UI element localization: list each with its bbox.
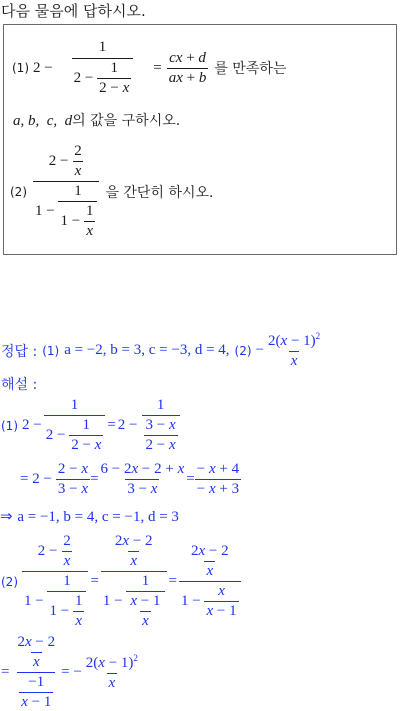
solution-label: 해설 : — [1, 377, 38, 393]
solution-2-line-2: = $\frac{\frac{2x - 2}{x}}{\frac{-1}{x - 1}}$ = − $\frac{2(x - 1)^2}{x}$ — [1, 634, 138, 710]
solution-1-number: (1) — [1, 418, 18, 433]
problem-2-fraction: 2 − $\frac{2}{x}$ 1 − 1 1 − $\frac{1}{x}$ — [33, 143, 99, 240]
solution-2-number: (2) — [1, 574, 18, 589]
problem-2-expression — [10, 143, 213, 240]
problem-1-suffix: 를 만족하는 — [214, 61, 287, 77]
question-box — [3, 24, 397, 255]
solution-1-line-1: (1) 2 − 1 2 − $\frac{1}{2 - x}$ = 2 − $\frac{1}{\frac{3 - x}{2 - x}}$ — [1, 397, 180, 454]
problem-1-rhs-fraction: $\frac{cx + d}{ax + b}$ — [168, 49, 207, 86]
solution-1-values: a = −1, b = 4, c = −1, d = 3 — [17, 509, 179, 525]
instruction-text: 다음 물음에 답하시오. — [1, 2, 146, 20]
solution-1-line-2: = 2 − $\frac{2 - x}{3 - x}$ = $\frac{6 - 2x - 2 + x}{3 - x}$ = $\frac{- x + 4}{- x + 3}$ — [20, 461, 240, 497]
answer-label: 정답 : — [1, 343, 38, 360]
problem-1-variables: a, b, c, d의 값을 구하시오. — [13, 113, 181, 129]
solution-2-line-1: (2) 2 − $\frac{2}{x}$ 1 − 1 1 − $\frac{1}{x}$ = $\frac{2x - 2}{x}$ 1 − $\frac{1}{\frac{x - 1}{x}}$ = $\frac{2x - 2}{x}$ 1 − $\frac{x}{x - 1}$ — [1, 533, 241, 630]
answer-2-number: (2) — [234, 343, 252, 358]
implies-arrow: ⇒ — [0, 507, 13, 525]
problem-1-equation: (1) 2 − 1 2 − $\frac{1}{2 - x}$ = $\frac{cx + d}{ax + b}$ 를 만족하는 — [12, 39, 287, 96]
answer-1-number: (1) — [42, 343, 60, 358]
answer-line: 정답 : (1) a = −2, b = 3, c = −3, d = 4, (2) − $\frac{2(x - 1)^2}{x}$ — [1, 331, 321, 369]
problem-2-suffix: 을 간단히 하시오. — [105, 184, 214, 201]
problem-1-line2: 의 값을 구하시오. — [72, 113, 181, 129]
answer-1-values: a = −2, b = 3, c = −3, d = 4, — [64, 342, 230, 358]
solution-1-result — [0, 507, 179, 526]
problem-1-complex-fraction: 1 2 − $\frac{1}{2 - x}$ — [57, 39, 149, 97]
answer-2-fraction: $\frac{2(x - 1)^2}{x}$ — [268, 331, 321, 369]
problem-1-number: (1) — [12, 61, 29, 75]
problem-2-number: (2) — [10, 184, 27, 199]
